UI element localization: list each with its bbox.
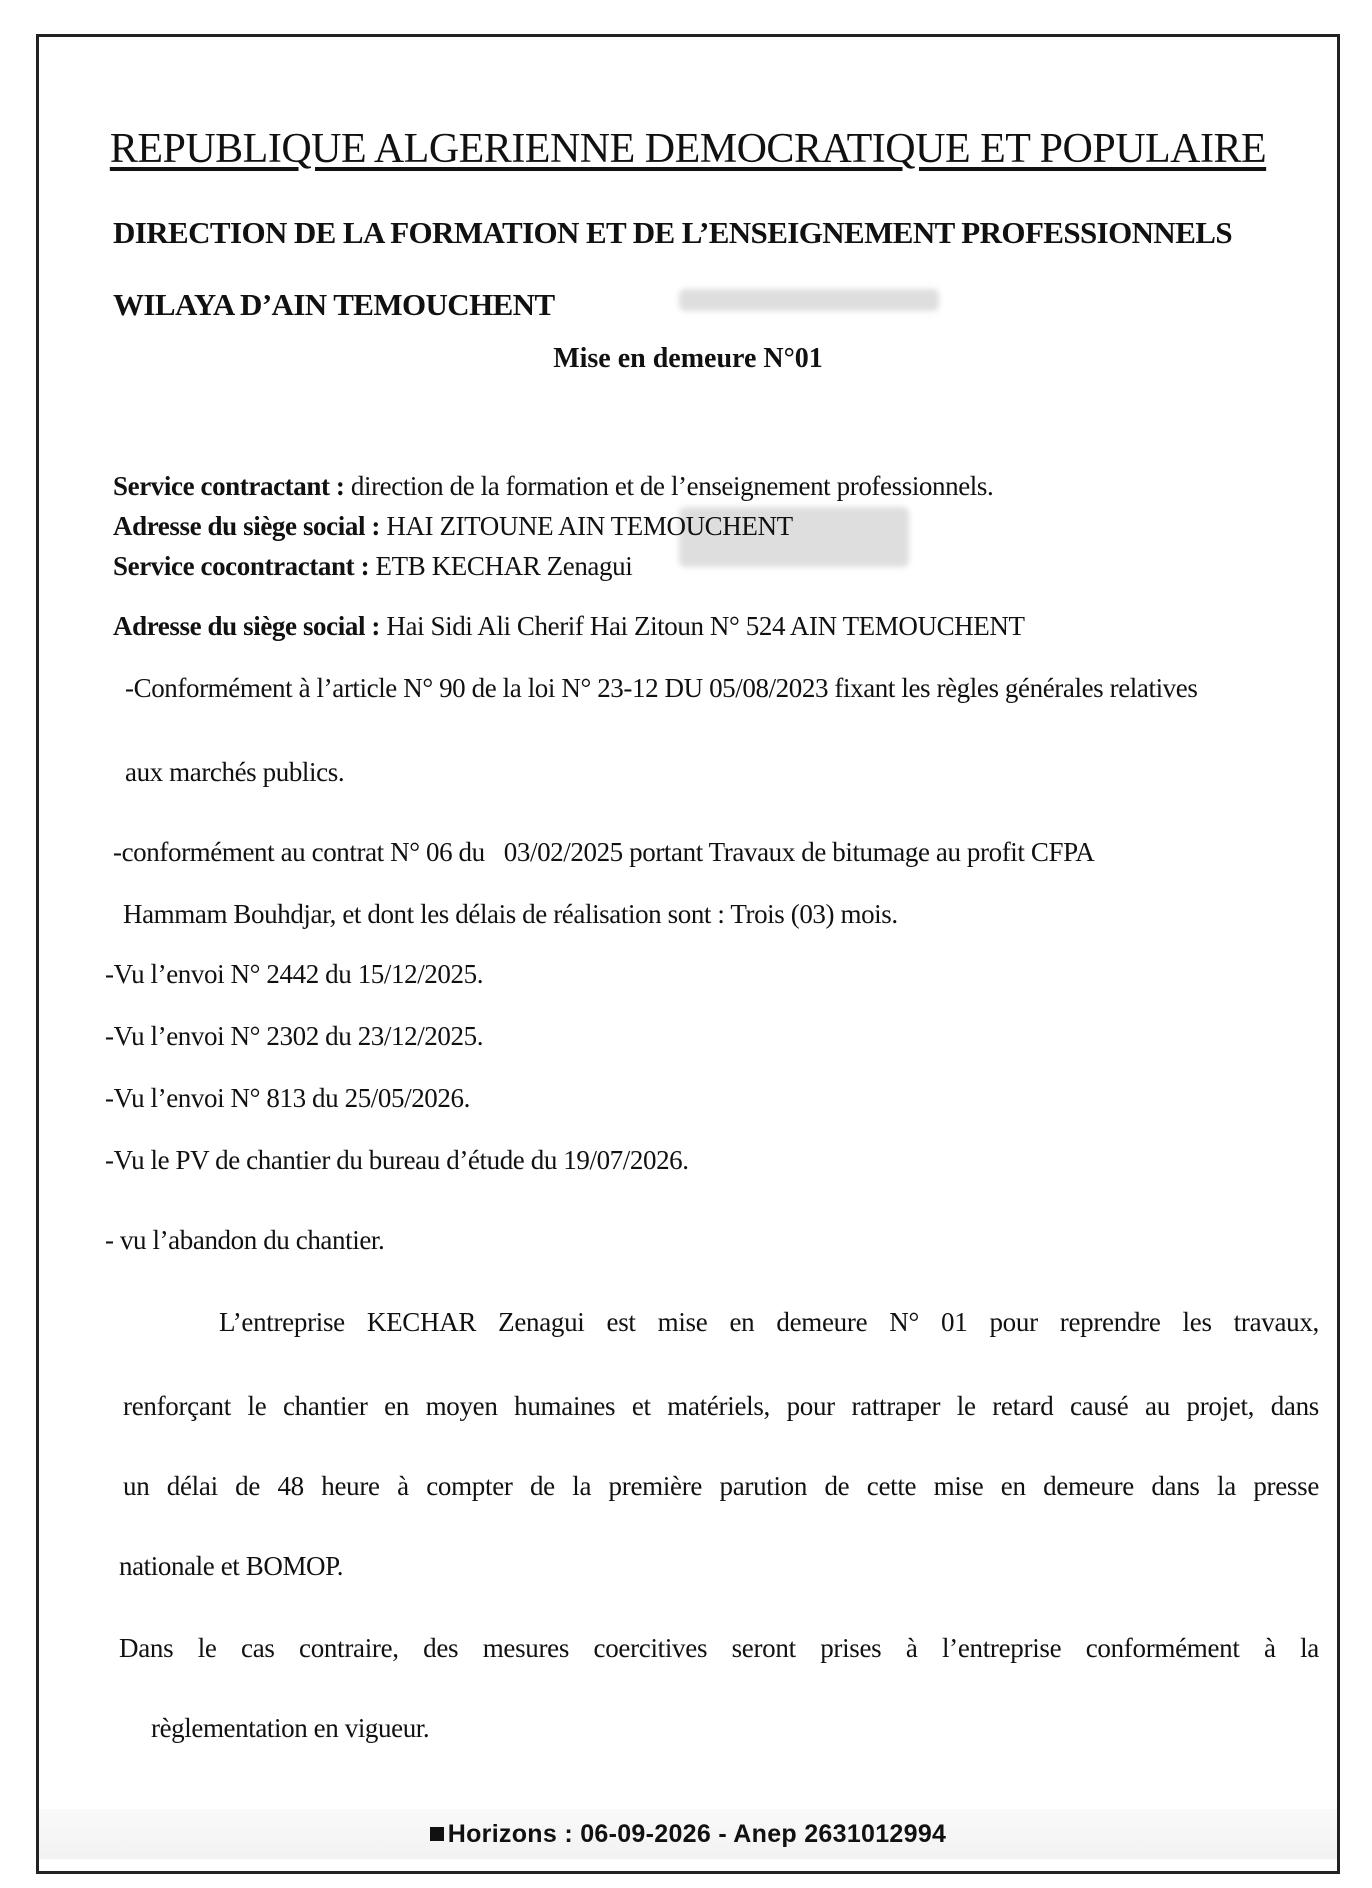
address-value: HAI ZITOUNE AIN TEMOUCHENT (386, 511, 793, 541)
direction-header: DIRECTION DE LA FORMATION ET DE L’ENSEIGNEMENT PROFESSIONNELS (113, 215, 1232, 250)
consideration-line: Hammam Bouhdjar, et dont les délais de réalisation sont : Trois (03) mois. (123, 899, 898, 929)
contracting-value: direction de la formation et de l’enseignement professionnels. (350, 471, 994, 501)
notice-line: renforçant le chantier en moyen humaines et matériels, pour rattraper le retard causé au projet, dans (123, 1391, 1319, 1421)
notice-line: nationale et BOMOP. (119, 1551, 344, 1581)
notice-line: règlementation en vigueur. (151, 1713, 430, 1743)
address-value: Hai Sidi Ali Cherif Hai Zitoun N° 524 AIN TEMOUCHENT (386, 611, 1025, 641)
consideration-line: aux marchés publics. (125, 757, 345, 787)
consideration-line: -Conformément à l’article N° 90 de la loi N° 23-12 DU 05/08/2023 fixant les règles générales relatives (125, 673, 1198, 703)
notice-line: Dans le cas contraire, des mesures coercitives seront prises à l’entreprise conformément à la (119, 1633, 1319, 1663)
address-label: Adresse du siège social : (113, 611, 380, 641)
wilaya-header: WILAYA D’AIN TEMOUCHENT (113, 287, 555, 322)
consideration-line: -Vu le PV de chantier du bureau d’étude du 19/07/2026. (105, 1145, 689, 1175)
document-title: REPUBLIQUE ALGERIENNE DEMOCRATIQUE ET POPULAIRE (109, 126, 1267, 172)
square-bullet-icon (430, 1827, 444, 1841)
footer-text: Horizons : 06-09-2026 - Anep 2631012994 (447, 1820, 947, 1848)
notice-frame (36, 34, 1340, 1874)
consideration-line: -conformément au contrat N° 06 du 03/02/2025 portant Travaux de bitumage au profit CFPA (113, 837, 1095, 867)
scan-smudge (679, 289, 939, 311)
cocontracting-value: ETB KECHAR Zenagui (375, 551, 633, 581)
notice-heading: Mise en demeure N°01 (553, 343, 823, 374)
contracting-label: Service contractant : (113, 471, 345, 501)
contracting-service (113, 471, 993, 502)
notice-line: un délai de 48 heure à compter de la première parution de cette mise en demeure dans la presse (123, 1471, 1319, 1501)
consideration-line: -Vu l’envoi N° 2302 du 23/12/2025. (105, 1021, 484, 1051)
consideration-line: - vu l’abandon du chantier. (105, 1225, 385, 1255)
consideration-line: -Vu l’envoi N° 813 du 25/05/2026. (105, 1083, 470, 1113)
cocontracting-address (113, 611, 1025, 642)
notice-line: L’entreprise KECHAR Zenagui est mise en demeure N° 01 pour reprendre les travaux, (219, 1307, 1319, 1337)
cocontracting-service (113, 551, 632, 582)
publication-footer (39, 1820, 1337, 1849)
consideration-line: -Vu l’envoi N° 2442 du 15/12/2025. (105, 959, 484, 989)
contracting-address (113, 511, 793, 542)
address-label: Adresse du siège social : (113, 511, 380, 541)
cocontracting-label: Service cocontractant : (113, 551, 370, 581)
